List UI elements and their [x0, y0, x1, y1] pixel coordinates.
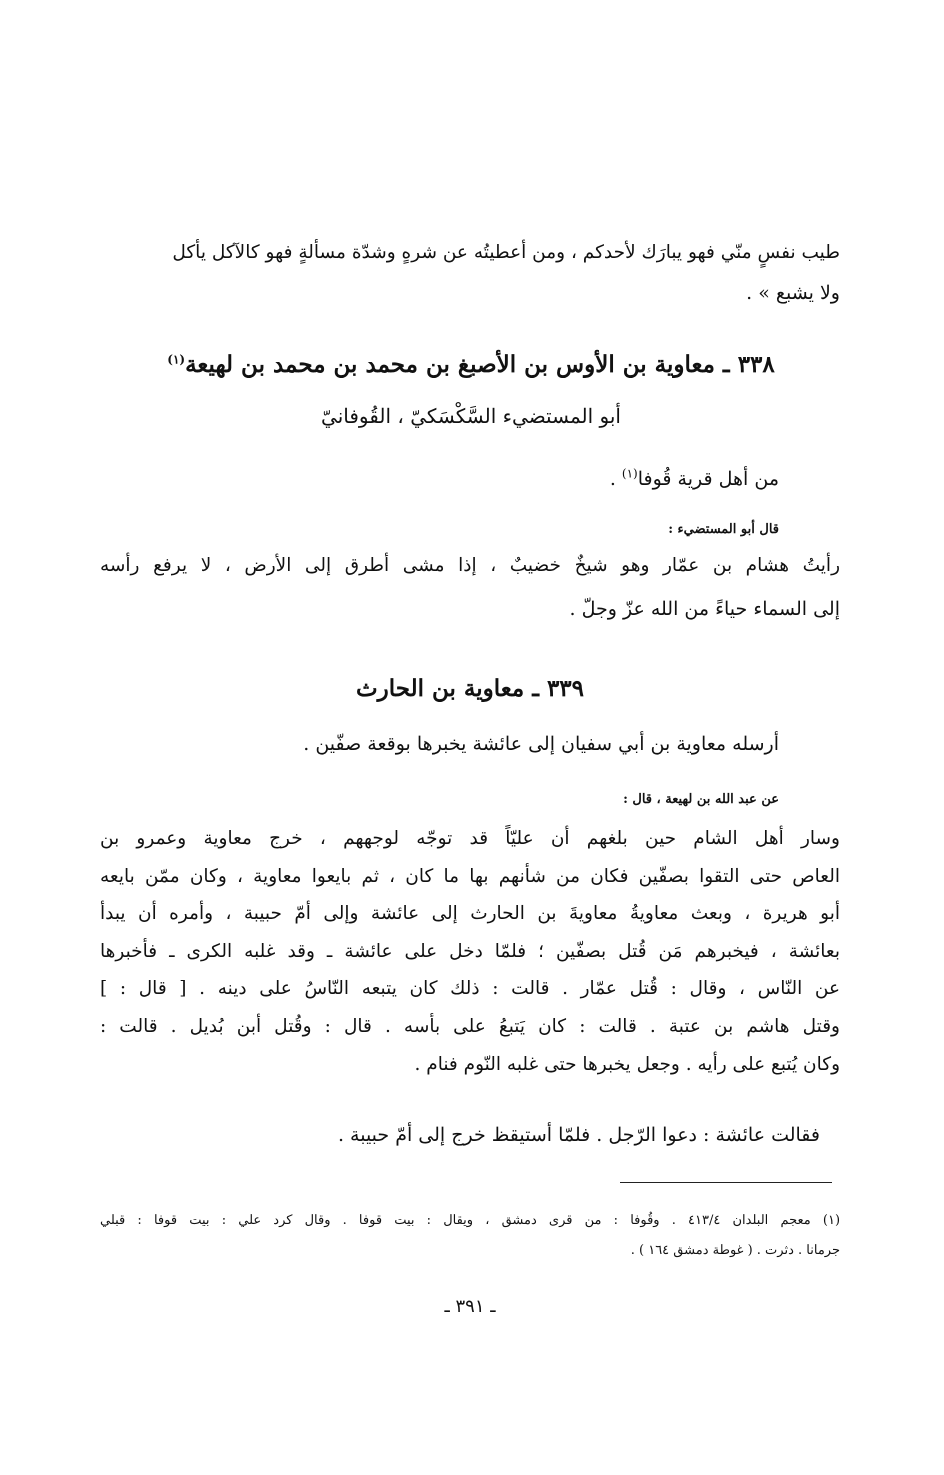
paragraph-line: وسار أهل الشام حين بلغهم أن عليّاً قد توجّه لوجههم ، خرج معاوية وعمرو بن: [100, 828, 840, 849]
paragraph-line: أبو هريرة ، وبعث معاويةُ معاويةَ بن الحارث إلى عائشة وإلى أمّ حبيبة ، وأمره أن يبدأ: [100, 903, 840, 925]
paragraph-line: وقتل هاشم بن عتبة . قالت : كان يَتبعُ على بأسه . قال : وقُتل أبن بُديل . قالت :: [100, 1015, 840, 1037]
entry-338-text-line-2: إلى السماء حياءً من الله عزّ وجلّ .: [569, 598, 840, 620]
origin-end: .: [609, 468, 622, 490]
entry-339-last-paragraph: فقالت عائشة : دعوا الرّجل . فلمّا أستيقظ خرج إلى أمّ حبيبة .: [337, 1124, 820, 1146]
paragraph-line: عن النّاس ، وقال : قُتل عمّار . قالت : ذلك كان يتبعه النّاسُ على دينه . [ قال : ]: [100, 978, 840, 1000]
paragraph-line: بعائشة ، فيخبرهم مَن قُتل بصفّين ؛ فلمّا دخل على عائشة ـ وقد غلبه الكرى ـ فأخبرها: [100, 940, 840, 962]
paragraph-line: وكان يُتبع على رأيه . وجعل يخبرها حتى غلبه النّوم فنام .: [414, 1053, 840, 1075]
footnote-marker: (١): [621, 466, 638, 481]
footnote-line-2: جرمانا . دثرت . ( غوطة دمشق ١٦٤ ) .: [630, 1243, 840, 1258]
entry-338-origin: [119, 460, 779, 498]
entry-338-heading: [116, 351, 826, 378]
entry-338-qala: قال أبو المستضيء :: [668, 522, 779, 537]
page-number: ـ ٣٩١ ـ: [444, 1296, 496, 1317]
entry-339-chain: عن عبد الله بن لهيعة ، قال :: [623, 792, 779, 807]
entry-name: معاوية بن الأوس بن الأصبغ بن محمد بن محمد بن لهيعة: [185, 351, 715, 378]
entry-separator: ـ: [524, 675, 547, 702]
entry-339-paragraph: [100, 820, 840, 1083]
entry-number: ٣٣٩: [546, 675, 585, 702]
entry-338-text-line-1: رأيتُ هشام بن عمّار وهو شيخٌ خضيبٌ ، إذا مشى أطرق إلى الأرض ، لا يرفع رأسه: [100, 555, 840, 576]
footnote-marker: (١): [167, 352, 186, 367]
entry-separator: ـ: [714, 351, 738, 378]
entry-339-intro: أرسله معاوية بن أبي سفيان إلى عائشة يخبرها بوقعة صفّين .: [303, 733, 779, 755]
entry-name: معاوية بن الحارث: [355, 675, 525, 702]
entry-338-kunya: أبو المستضيء السَّكْسَكيّ ، القُوفانيّ: [321, 404, 621, 428]
footnote-line-1: (١) معجم البلدان ٤١٣/٤ . وقُوفا : من قرى دمشق ، ويقال : بيت قوفا . وقال كرد علي : بيت قوفا : قبلي: [100, 1213, 841, 1228]
footnote-separator: [620, 1182, 832, 1183]
continuation-line-2: ولا يشبع » .: [746, 282, 840, 304]
paragraph-line: العاص حتى التقوا بصفّين فكان من شأنهم بها ما كان ، ثم بايعوا معاوية ، وكان ممّن بايعه: [100, 865, 840, 887]
origin-text: من أهل قرية قُوفا: [637, 468, 779, 490]
entry-number: ٣٣٨: [737, 351, 775, 378]
entry-339-heading: [100, 675, 840, 702]
continuation-line-1: طيب نفسٍ منّي فهو يبارَك لأحدكم ، ومن أعطيتُه عن شرهٍ وشدّة مسألةٍ فهو كالآكل يأكل: [172, 242, 840, 263]
